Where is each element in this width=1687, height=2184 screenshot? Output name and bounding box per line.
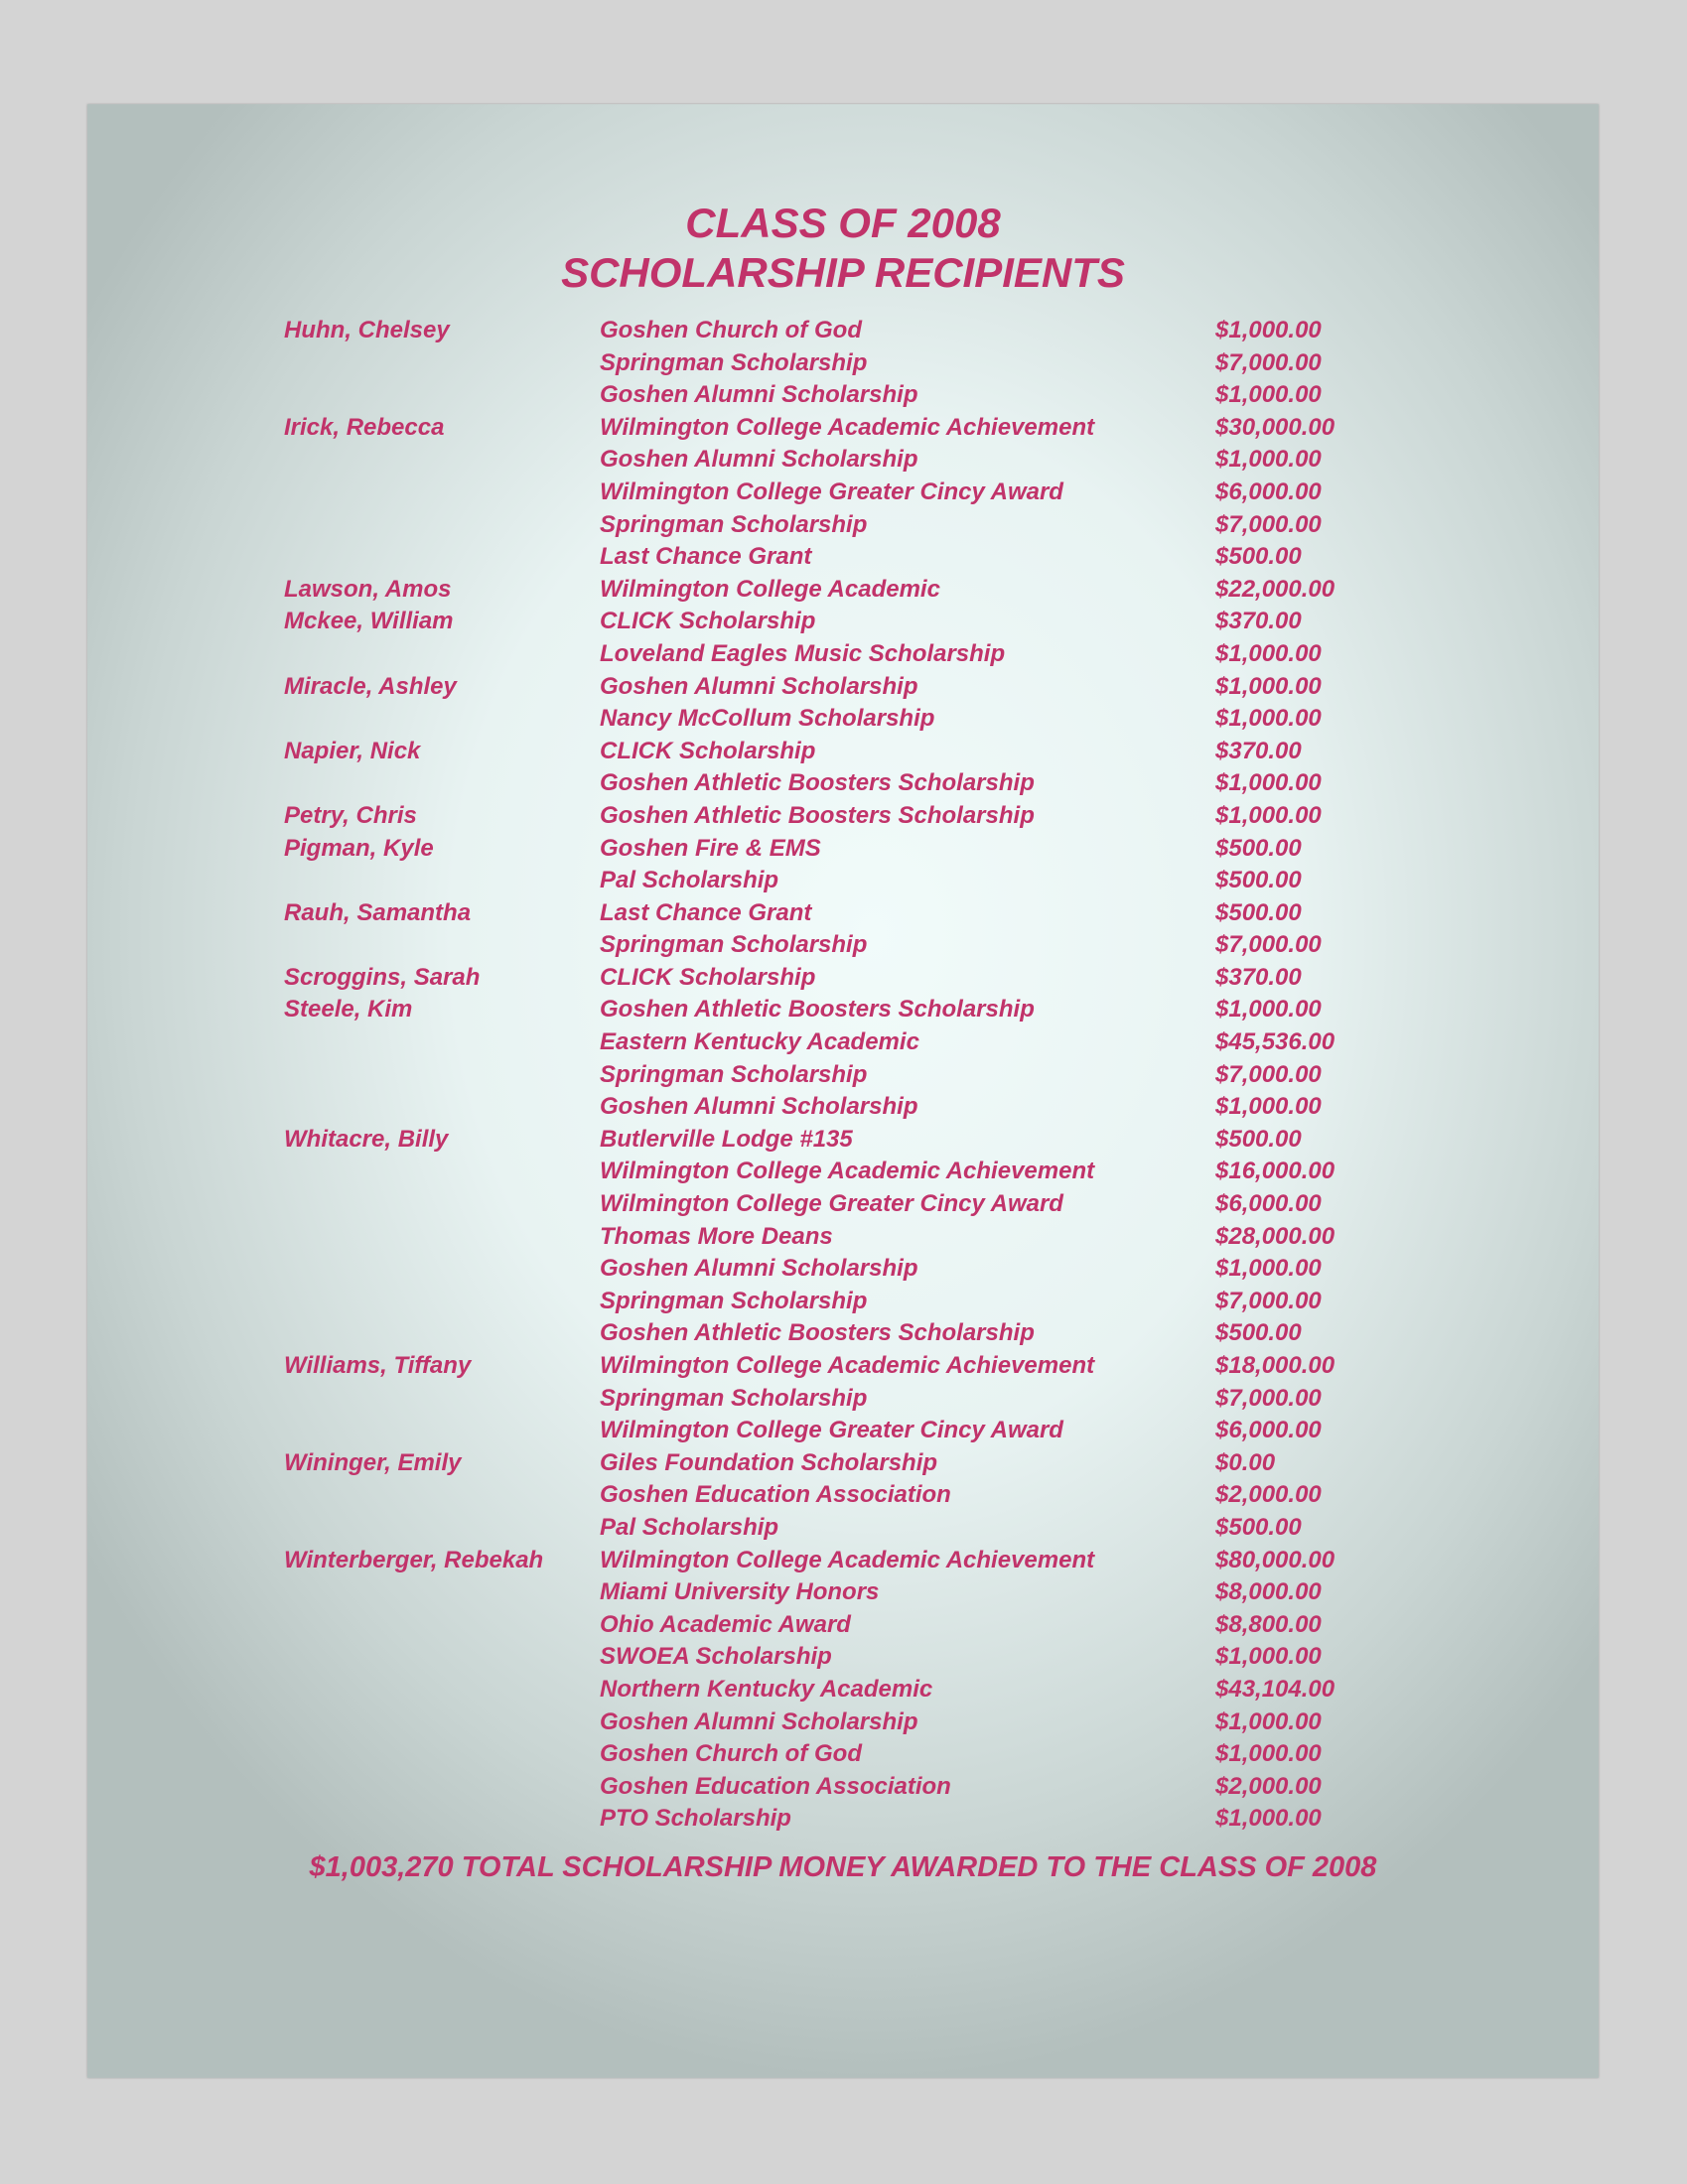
list-item	[87, 1059, 1599, 1092]
scholarship-name: Goshen Education Association	[600, 1481, 951, 1509]
list-item	[87, 767, 1599, 800]
scholarship-amount: $7,000.00	[1215, 931, 1322, 959]
scholarship-name: Wilmington College Academic Achievement	[600, 1352, 1095, 1379]
scholarship-name: Goshen Alumni Scholarship	[600, 1093, 918, 1121]
scholarship-name: Miami University Honors	[600, 1578, 880, 1606]
scholarship-name: Springman Scholarship	[600, 348, 868, 376]
list-item	[87, 574, 1599, 607]
scholarship-name: Goshen Alumni Scholarship	[600, 446, 918, 474]
list-item	[87, 1221, 1599, 1254]
list-item	[87, 1447, 1599, 1480]
list-item	[87, 1350, 1599, 1383]
list-item	[87, 865, 1599, 897]
list-item	[87, 1479, 1599, 1512]
scholarship-amount: $1,000.00	[1215, 381, 1322, 409]
scholarship-amount: $370.00	[1215, 963, 1302, 991]
list-item	[87, 1706, 1599, 1739]
list-item	[87, 1188, 1599, 1221]
recipient-name: Wininger, Emily	[284, 1448, 462, 1476]
scholarship-name: Butlerville Lodge #135	[600, 1125, 853, 1153]
scholarship-name: CLICK Scholarship	[600, 963, 816, 991]
scholarship-name: Goshen Fire & EMS	[600, 834, 821, 862]
scholarship-name: Thomas More Deans	[600, 1222, 833, 1250]
scholarship-name: Wilmington College Academic	[600, 575, 940, 603]
scholarship-name: Last Chance Grant	[600, 898, 812, 926]
scholarship-name: SWOEA Scholarship	[600, 1643, 832, 1671]
list-item	[87, 962, 1599, 995]
list-item	[87, 1091, 1599, 1124]
scholarship-name: Goshen Alumni Scholarship	[600, 381, 918, 409]
scholarship-name: Goshen Alumni Scholarship	[600, 1255, 918, 1283]
recipient-name: Petry, Chris	[284, 801, 417, 829]
scholarship-amount: $1,000.00	[1215, 317, 1322, 343]
scholarship-amount: $18,000.00	[1215, 1352, 1336, 1379]
scholarship-name: Loveland Eagles Music Scholarship	[600, 639, 1006, 667]
scholarship-amount: $1,000.00	[1215, 1707, 1322, 1735]
scholarship-amount: $1,000.00	[1215, 1740, 1322, 1768]
recipient-name: Pigman, Kyle	[284, 834, 434, 862]
scholarship-amount: $1,000.00	[1215, 769, 1322, 797]
list-item	[87, 638, 1599, 671]
scholarship-amount: $1,000.00	[1215, 801, 1322, 829]
list-item	[87, 929, 1599, 962]
scholarship-name: Pal Scholarship	[600, 867, 779, 894]
list-item	[87, 994, 1599, 1026]
list-item	[87, 671, 1599, 704]
list-item	[87, 1738, 1599, 1771]
scholarship-name: Goshen Education Association	[600, 1772, 951, 1800]
list-item	[87, 800, 1599, 833]
scholarship-amount: $28,000.00	[1215, 1222, 1336, 1250]
total-summary: $1,003,270 TOTAL SCHOLARSHIP MONEY AWARDED TO THE CLASS OF 2008	[309, 1851, 1377, 1883]
scholarship-name: CLICK Scholarship	[600, 608, 816, 635]
scholarship-name: Goshen Alumni Scholarship	[600, 1707, 918, 1735]
list-item	[87, 736, 1599, 768]
recipient-name: Mckee, William	[284, 608, 454, 635]
scholarship-amount: $43,104.00	[1215, 1675, 1336, 1703]
scholarship-name: Northern Kentucky Academic	[600, 1675, 933, 1703]
list-item	[87, 412, 1599, 445]
scholarship-name: Goshen Athletic Boosters Scholarship	[600, 996, 1035, 1024]
scholarship-name: Wilmington College Greater Cincy Award	[600, 1190, 1063, 1218]
scholarship-amount: $1,000.00	[1215, 996, 1322, 1024]
list-item	[87, 897, 1599, 930]
list-item	[87, 833, 1599, 866]
scholarship-name: Goshen Athletic Boosters Scholarship	[600, 769, 1035, 797]
scholarship-amount: $500.00	[1215, 1513, 1302, 1541]
scholarship-name: Springman Scholarship	[600, 1060, 868, 1088]
list-item	[87, 1415, 1599, 1447]
list-item	[87, 1156, 1599, 1188]
scholarship-amount: $370.00	[1215, 608, 1302, 635]
scholarship-amount: $2,000.00	[1215, 1772, 1322, 1800]
recipient-name: Miracle, Ashley	[284, 672, 457, 700]
scholarship-amount: $1,000.00	[1215, 446, 1322, 474]
scholarship-name: Springman Scholarship	[600, 1384, 868, 1412]
scholarship-amount: $2,000.00	[1215, 1481, 1322, 1509]
scholarship-amount: $500.00	[1215, 1319, 1302, 1347]
recipient-list	[87, 315, 1599, 1836]
scholarship-name: Ohio Academic Award	[600, 1610, 851, 1638]
scholarship-name: Pal Scholarship	[600, 1513, 779, 1541]
list-item	[87, 541, 1599, 574]
scholarship-amount: $1,000.00	[1215, 672, 1322, 700]
recipient-name: Irick, Rebecca	[284, 413, 445, 441]
scholarship-name: Wilmington College Academic Achievement	[600, 413, 1095, 441]
scholarship-amount: $500.00	[1215, 898, 1302, 926]
list-item	[87, 1803, 1599, 1836]
list-item	[87, 347, 1599, 380]
scholarship-name: Goshen Church of God	[600, 1740, 862, 1768]
list-item	[87, 477, 1599, 509]
scholarship-amount: $80,000.00	[1215, 1546, 1336, 1573]
scholarship-amount: $16,000.00	[1215, 1158, 1336, 1185]
scholarship-amount: $1,000.00	[1215, 639, 1322, 667]
scholarship-name: Wilmington College Greater Cincy Award	[600, 1417, 1063, 1444]
scholarship-amount: $6,000.00	[1215, 478, 1322, 505]
scholarship-name: Goshen Alumni Scholarship	[600, 672, 918, 700]
list-item	[87, 1771, 1599, 1804]
recipient-name: Lawson, Amos	[284, 575, 452, 603]
scholarship-name: Wilmington College Academic Achievement	[600, 1546, 1095, 1573]
recipient-name: Williams, Tiffany	[284, 1352, 472, 1379]
recipient-name: Napier, Nick	[284, 737, 421, 764]
scholarship-name: Goshen Church of God	[600, 317, 862, 343]
list-item	[87, 509, 1599, 542]
recipient-name: Whitacre, Billy	[284, 1125, 449, 1153]
list-item	[87, 1253, 1599, 1286]
scholarship-amount: $30,000.00	[1215, 413, 1336, 441]
scholarship-amount: $7,000.00	[1215, 348, 1322, 376]
recipient-name: Rauh, Samantha	[284, 898, 472, 926]
scholarship-name: Eastern Kentucky Academic	[600, 1028, 919, 1056]
list-item	[87, 1286, 1599, 1318]
scholarship-name: Goshen Athletic Boosters Scholarship	[600, 1319, 1035, 1347]
scholarship-amount: $7,000.00	[1215, 1060, 1322, 1088]
scholarship-amount: $1,000.00	[1215, 1643, 1322, 1671]
list-item	[87, 379, 1599, 412]
scholarship-name: PTO Scholarship	[600, 1805, 791, 1833]
list-item	[87, 1317, 1599, 1350]
scholarship-name: Springman Scholarship	[600, 931, 868, 959]
list-item	[87, 1383, 1599, 1416]
list-item	[87, 1609, 1599, 1642]
scholarship-amount: $1,000.00	[1215, 705, 1322, 733]
list-item	[87, 703, 1599, 736]
document-page	[87, 104, 1599, 2078]
scholarship-name: CLICK Scholarship	[600, 737, 816, 764]
scholarship-name: Springman Scholarship	[600, 1287, 868, 1314]
scholarship-name: Wilmington College Greater Cincy Award	[600, 478, 1063, 505]
scholarship-amount: $8,000.00	[1215, 1578, 1322, 1606]
scholarship-amount: $22,000.00	[1215, 575, 1336, 603]
list-item	[87, 1026, 1599, 1059]
scholarship-amount: $6,000.00	[1215, 1190, 1322, 1218]
list-item	[87, 1674, 1599, 1706]
document-title: CLASS OF 2008	[685, 200, 1001, 246]
scholarship-amount: $7,000.00	[1215, 1287, 1322, 1314]
scholarship-amount: $7,000.00	[1215, 1384, 1322, 1412]
recipient-name: Scroggins, Sarah	[284, 963, 481, 991]
scholarship-amount: $1,000.00	[1215, 1093, 1322, 1121]
recipient-name: Steele, Kim	[284, 996, 413, 1024]
scholarship-name: Wilmington College Academic Achievement	[600, 1158, 1095, 1185]
list-item	[87, 1641, 1599, 1674]
recipient-name: Winterberger, Rebekah	[284, 1546, 544, 1573]
list-item	[87, 444, 1599, 477]
scholarship-amount: $8,800.00	[1215, 1610, 1322, 1638]
scholarship-name: Goshen Athletic Boosters Scholarship	[600, 801, 1035, 829]
list-item	[87, 315, 1599, 347]
scholarship-name: Last Chance Grant	[600, 543, 812, 571]
scholarship-amount: $1,000.00	[1215, 1255, 1322, 1283]
scholarship-amount: $500.00	[1215, 1125, 1302, 1153]
scholarship-name: Springman Scholarship	[600, 510, 868, 538]
scholarship-amount: $500.00	[1215, 543, 1302, 571]
scholarship-amount: $500.00	[1215, 834, 1302, 862]
scholarship-amount: $0.00	[1215, 1448, 1276, 1476]
scholarship-amount: $370.00	[1215, 737, 1302, 764]
list-item	[87, 1124, 1599, 1157]
list-item	[87, 1545, 1599, 1577]
list-item	[87, 606, 1599, 638]
scholarship-amount: $7,000.00	[1215, 510, 1322, 538]
recipient-name: Huhn, Chelsey	[284, 317, 450, 343]
list-item	[87, 1576, 1599, 1609]
scholarship-name: Nancy McCollum Scholarship	[600, 705, 935, 733]
list-item	[87, 1512, 1599, 1545]
scholarship-name: Giles Foundation Scholarship	[600, 1448, 938, 1476]
document-subtitle: SCHOLARSHIP RECIPIENTS	[561, 249, 1125, 296]
scholarship-amount: $500.00	[1215, 867, 1302, 894]
scholarship-amount: $45,536.00	[1215, 1028, 1336, 1056]
scholarship-amount: $1,000.00	[1215, 1805, 1322, 1833]
scholarship-amount: $6,000.00	[1215, 1417, 1322, 1444]
